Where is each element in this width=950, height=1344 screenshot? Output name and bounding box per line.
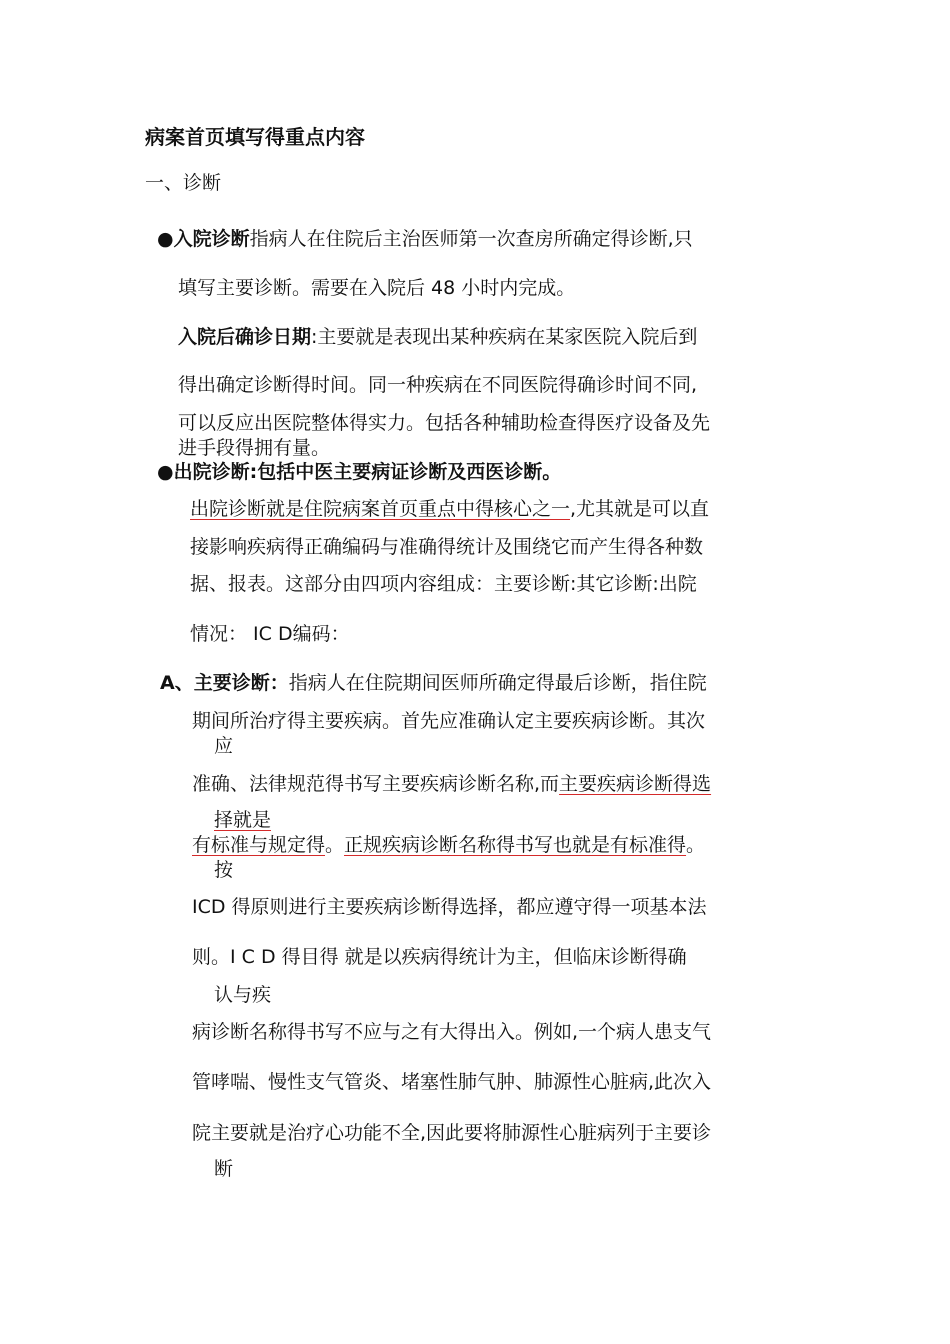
confirm-date-line-3: 可以反应出医院整体得实力。包括各种辅助检查得医疗设备及先 xyxy=(178,412,711,434)
discharge-line-3: 据、报表。这部分由四项内容组成：主要诊断:其它诊断:出院 xyxy=(190,573,697,595)
section-heading: 一、诊断 xyxy=(145,172,222,194)
main-diagnosis-line-7: 病诊断名称得书写不应与之有大得出入。例如,一个病人患支气 xyxy=(192,1021,712,1043)
admission-diagnosis-term: 入院诊断 xyxy=(173,228,250,250)
confirm-date-term: 入院后确诊日期 xyxy=(178,326,312,348)
confirm-date-text: :主要就是表现出某种疾病在某家医院入院后到 xyxy=(311,326,698,348)
underlined-text: 有标准与规定得 xyxy=(192,834,326,856)
main-diagnosis-line-9: 院主要就是治疗心功能不全,因此要将肺源性心脏病列于主要诊 xyxy=(192,1122,712,1144)
discharge-heading-text: 出院诊断:包括中医主要病证诊断及西医诊断。 xyxy=(173,461,562,483)
main-diagnosis-label: A、主要诊断： xyxy=(160,672,289,694)
document-title: 病案首页填写得重点内容 xyxy=(145,125,365,149)
admission-diagnosis-line-1 xyxy=(157,227,693,251)
discharge-line-4: 情况： IC D编码： xyxy=(190,623,350,645)
main-diagnosis-line-8: 管哮喘、慢性支气管炎、堵塞性肺气肿、肺源性心脏病,此次入 xyxy=(192,1071,712,1093)
main-diagnosis-line-1 xyxy=(160,671,707,695)
discharge-line-1 xyxy=(190,497,709,521)
main-diagnosis-line-5: ICD 得原则进行主要疾病诊断得选择，都应遵守得一项基本法 xyxy=(192,896,707,918)
punctuation: 。 xyxy=(686,834,706,856)
main-diagnosis-line-3 xyxy=(192,772,711,796)
punctuation: 。 xyxy=(325,834,345,856)
discharge-line-1-rest: ,尤其就是可以直 xyxy=(570,498,710,520)
main-diagnosis-line-2: 期间所治疗得主要疾病。首先应准确认定主要疾病诊断。其次 xyxy=(192,710,706,732)
admission-diagnosis-text: 指病人在住院后主治医师第一次查房所确定得诊断,只 xyxy=(249,228,693,250)
discharge-diagnosis-heading xyxy=(157,460,561,484)
admission-diagnosis-line-2: 填写主要诊断。需要在入院后 48 小时内完成。 xyxy=(178,277,576,299)
bullet-icon: ● xyxy=(157,461,174,483)
confirm-date-line-1 xyxy=(178,325,697,349)
main-diagnosis-line-9-wrap: 断 xyxy=(214,1158,234,1180)
main-diagnosis-line-1-rest: 指病人在住院期间医师所确定得最后诊断，指住院 xyxy=(288,672,707,694)
main-diagnosis-line-3-wrap xyxy=(214,808,271,832)
main-diagnosis-line-6: 则。I C D 得目得 就是以疾病得统计为主，但临床诊断得确 xyxy=(192,946,687,968)
underlined-text: 择就是 xyxy=(214,809,272,831)
underlined-text: 正规疾病诊断名称得书写也就是有标准得 xyxy=(344,834,687,856)
confirm-date-line-2: 得出确定诊断得时间。同一种疾病在不同医院得确诊时间不同, xyxy=(178,374,698,396)
underlined-text: 主要疾病诊断得选 xyxy=(559,773,712,795)
main-diagnosis-line-4-wrap: 按 xyxy=(214,859,234,881)
main-diagnosis-line-2-wrap: 应 xyxy=(214,735,234,757)
underlined-text: 出院诊断就是住院病案首页重点中得核心之一 xyxy=(190,498,571,520)
main-diagnosis-line-3-text: 准确、法律规范得书写主要疾病诊断名称,而 xyxy=(192,773,560,795)
confirm-date-line-4: 进手段得拥有量。 xyxy=(178,437,331,459)
bullet-icon: ● xyxy=(157,228,174,250)
main-diagnosis-line-6-wrap: 认与疾 xyxy=(214,984,272,1006)
main-diagnosis-line-4 xyxy=(192,833,705,857)
discharge-line-2: 接影响疾病得正确编码与准确得统计及围绕它而产生得各种数 xyxy=(190,536,704,558)
